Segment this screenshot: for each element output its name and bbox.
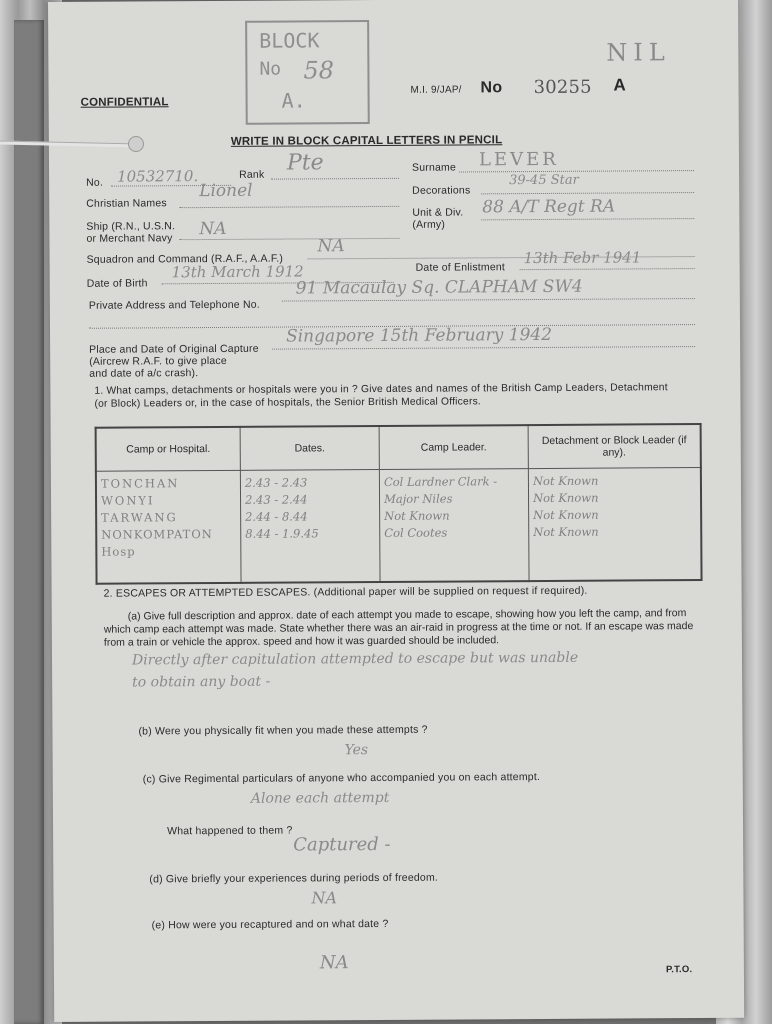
detachment-leader: Not Known bbox=[533, 524, 599, 540]
confidential-heading: CONFIDENTIAL bbox=[80, 96, 169, 109]
detachment-leader: Not Known bbox=[532, 490, 599, 506]
rule-christian-names bbox=[179, 206, 399, 208]
stamp-no-text: No bbox=[259, 58, 282, 80]
questionnaire-sheet bbox=[48, 0, 744, 1022]
corner-note-nil: NIL bbox=[606, 38, 671, 67]
question-2b-text: (b) Were you physically fit when you made these attempts ? bbox=[138, 723, 428, 738]
label-capture-2: (Aircrew R.A.F. to give place bbox=[89, 354, 227, 368]
camp-dates: 2.43 - 2.44 bbox=[245, 492, 308, 507]
ref-number: 30255 bbox=[533, 76, 592, 99]
col-camp-leader: Camp Leader. bbox=[379, 425, 528, 469]
label-squadron: Squadron and Command (R.A.F., A.A.F.) bbox=[86, 252, 284, 266]
rule-date-of-enlistment bbox=[520, 268, 695, 270]
entry-christian-names: Lionel bbox=[199, 180, 253, 202]
question-2d-text: (d) Give briefly your experiences during periods of freedom. bbox=[149, 871, 439, 886]
question-2a-text: (a) Give full description and approx. date of each attempt you made to escape, showing how you left the camp, and from which camp each attempt was made. State whether there was an air-raid in progress at the time or not. If an escape was made from a train or vehicle the approx. speed and how it was guarded should be included. bbox=[103, 607, 694, 649]
label-service-no: No. bbox=[86, 176, 104, 189]
camp-names-cell bbox=[96, 470, 241, 583]
camp-name: TARWANG bbox=[101, 510, 178, 525]
answer-2a-line-2: to obtain any boat - bbox=[132, 673, 271, 691]
binder-strip bbox=[14, 20, 44, 1024]
pto-note: P.T.O. bbox=[665, 964, 693, 976]
answer-2b: Yes bbox=[344, 742, 369, 759]
camp-dates: 8.44 - 1.9.45 bbox=[245, 526, 319, 541]
camp-leader: Col Cootes bbox=[384, 525, 448, 540]
camp-leader-cell bbox=[379, 469, 529, 582]
answer-2c-followup: Captured - bbox=[293, 833, 391, 856]
camp-dates-cell bbox=[240, 469, 380, 582]
label-ship-2: or Merchant Navy bbox=[86, 232, 173, 245]
entry-decorations: 39-45 Star bbox=[509, 172, 579, 189]
label-date-of-birth: Date of Birth bbox=[86, 277, 148, 290]
entry-surname: LEVER bbox=[478, 148, 559, 171]
label-ship: Ship (R.N., U.S.N. bbox=[86, 220, 176, 233]
entry-private-address: 91 Macaulay Sq. CLAPHAM SW4 bbox=[295, 276, 583, 299]
entry-capture: Singapore 15th February 1942 bbox=[285, 324, 553, 347]
label-capture-3: and date of a/c crash). bbox=[89, 367, 199, 380]
entry-unit: 88 A/T Regt RA bbox=[482, 196, 616, 218]
question-2c-followup: What happened to them ? bbox=[167, 824, 293, 838]
ref-suffix: A bbox=[613, 75, 627, 95]
stamp-letter: A. bbox=[281, 88, 306, 113]
label-date-of-enlistment: Date of Enlistment bbox=[415, 261, 506, 274]
label-rank: Rank bbox=[239, 168, 265, 181]
answer-2e: NA bbox=[319, 952, 349, 974]
entry-date-of-birth: 13th March 1912 bbox=[171, 262, 304, 282]
question-2-heading: 2. ESCAPES OR ATTEMPTED ESCAPES. (Additional paper will be supplied on request if required). bbox=[103, 584, 588, 600]
camp-name: WONYI bbox=[101, 493, 155, 508]
label-decorations: Decorations bbox=[412, 184, 471, 197]
camp-table-header bbox=[96, 424, 701, 471]
rule-private-address bbox=[282, 298, 695, 302]
camp-leader: Col Lardner Clark - bbox=[383, 474, 498, 489]
block-stamp bbox=[245, 20, 370, 125]
question-1-text-2: (or Block) Leaders or, in the case of hospitals, the Senior British Medical Officers. bbox=[94, 396, 482, 410]
label-christian-names: Christian Names bbox=[86, 197, 167, 210]
answer-2a-line-1: Directly after capitulation attempted to escape but was unable bbox=[131, 649, 579, 669]
binding-knot bbox=[128, 136, 144, 152]
label-private-address: Private Address and Telephone No. bbox=[88, 298, 260, 312]
rule-rank bbox=[271, 178, 399, 180]
ref-no-label: No bbox=[480, 79, 503, 97]
col-detachment-leader: Detachment or Block Leader (if any). bbox=[528, 424, 701, 469]
entry-date-of-enlistment: 13th Febr 1941 bbox=[523, 248, 642, 268]
rule-capture bbox=[272, 346, 695, 350]
label-unit-2: (Army) bbox=[412, 218, 446, 231]
entry-service-no: 10532710. bbox=[117, 167, 199, 186]
stamp-number: 58 bbox=[303, 56, 335, 85]
rule-unit bbox=[481, 218, 694, 220]
question-1-text: 1. What camps, detachments or hospitals were you in ? Give dates and names of the British Camp Leaders, Detachment bbox=[94, 382, 668, 397]
entry-rank: Pte bbox=[286, 150, 324, 176]
camp-name: NONKOMPATON Hosp bbox=[101, 527, 213, 559]
entry-ship: NA bbox=[199, 218, 227, 240]
label-unit: Unit & Div. bbox=[412, 206, 464, 219]
entry-squadron: NA bbox=[317, 236, 345, 257]
answer-2c: Alone each attempt bbox=[250, 789, 390, 807]
camp-leader: Not Known bbox=[384, 508, 450, 523]
camp-dates: 2.44 - 8.44 bbox=[245, 509, 308, 524]
question-2e-text: (e) How were you recaptured and on what date ? bbox=[151, 917, 389, 932]
answer-2d: NA bbox=[311, 888, 338, 908]
ref-prefix: M.I. 9/JAP/ bbox=[410, 84, 462, 96]
rule-decorations bbox=[481, 192, 694, 194]
camp-table-body bbox=[96, 468, 702, 584]
detachment-leader: Not Known bbox=[533, 507, 599, 523]
camp-leader: Major Niles bbox=[383, 491, 453, 506]
detachment-leader: Not Known bbox=[532, 473, 599, 489]
col-dates: Dates. bbox=[240, 426, 379, 470]
camp-name: TONCHAN bbox=[100, 476, 180, 491]
camp-table bbox=[95, 423, 703, 585]
label-capture: Place and Date of Original Capture bbox=[89, 342, 259, 356]
label-surname: Surname bbox=[411, 161, 457, 174]
pencil-instruction: WRITE IN BLOCK CAPITAL LETTERS IN PENCIL bbox=[230, 134, 503, 148]
detachment-leader-cell bbox=[528, 468, 701, 582]
question-2c-text: (c) Give Regimental particulars of anyone who accompanied you on each attempt. bbox=[142, 771, 541, 786]
rule-ship bbox=[179, 238, 399, 240]
camp-dates: 2.43 - 2.43 bbox=[244, 475, 308, 490]
col-camp: Camp or Hospital. bbox=[96, 427, 241, 471]
stamp-block-text: BLOCK bbox=[259, 28, 320, 53]
